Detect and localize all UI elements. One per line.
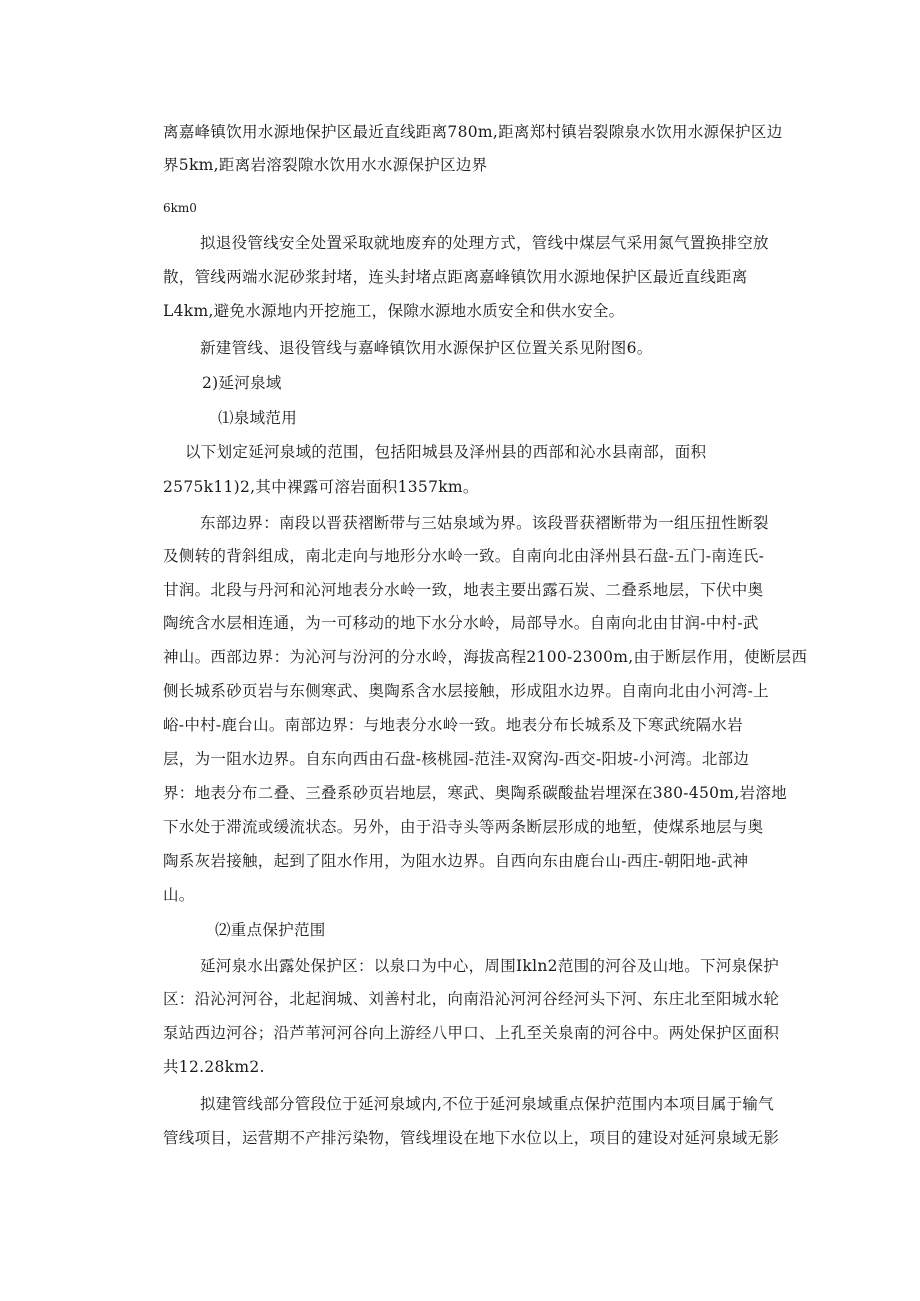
paragraph-line: L4km,避免水源地内开挖施工，保隙水源地水质安全和供水安全。 — [163, 302, 625, 320]
paragraph-line: 山。 — [163, 886, 195, 904]
paragraph-line: 侧长城系砂页岩与东侧寒武、奥陶系含水层接触，形成阻水边界。自南向北由小河湾-上 — [163, 682, 769, 700]
paragraph-line: 陶统含水层相连通，为一可移动的地下水分水岭，局部导水。自南向北由甘润-中村-武 — [163, 614, 759, 632]
paragraph-line: 东部边界：南段以晋获褶断带与三姑泉域为界。该段晋获褶断带为一组压扭性断裂 — [200, 514, 769, 532]
paragraph-line: 拟建管线部分管段位于延河泉域内,不位于延河泉域重点保护范围内本项目属于输气 — [200, 1095, 775, 1113]
paragraph-line: 及侧转的背斜组成，南北走向与地形分水岭一致。自南向北由泽州县石盘-五门-南连氏- — [163, 547, 765, 565]
paragraph-line: 6km0 — [163, 201, 197, 215]
paragraph-line: 离嘉峰镇饮用水源地保护区最近直线距离780m,距离郑村镇岩裂隙泉水饮用水源保护区边 — [163, 123, 783, 141]
paragraph-line: 界5km,距离岩溶裂隙水饮用水水源保护区边界 — [163, 156, 488, 174]
paragraph-line: 延河泉水出露处保护区：以泉口为中心，周围Ikln2范围的河谷及山地。下河泉保护 — [200, 957, 780, 975]
paragraph-line: 管线项目，运营期不产排污染物，管线埋设在地下水位以上，项目的建设对延河泉域无影 — [163, 1129, 780, 1147]
paragraph-line: 界：地表分布二叠、三叠系砂页岩地层，寒武、奥陶系碳酸盐岩埋深在380-450m,岩溶地 — [163, 784, 787, 802]
paragraph-line: 2575k11)2,其中裸露可溶岩面积1357km。 — [163, 478, 479, 496]
paragraph-line: 峪-中村-鹿台山。南部边界：与地表分水岭一致。地表分布长城系及下寒武统隔水岩 — [163, 716, 743, 734]
paragraph-line: 陶系灰岩接触，起到了阻水作用，为阻水边界。自西向东由鹿台山-西庄-朝阳地-武神 — [163, 852, 749, 870]
paragraph-line: 新建管线、退役管线与嘉峰镇饮用水源保护区位置关系见附图6。 — [200, 339, 653, 357]
paragraph-line: 以下划定延河泉域的范围，包括阳城县及泽州县的西部和沁水县南部，面积 — [185, 443, 707, 461]
subsection-heading: ⑵重点保护范围 — [215, 921, 326, 939]
section-heading: 2)延河泉域 — [202, 374, 282, 392]
paragraph-line: 区：沿沁河河谷，北起润城、刘善村北，向南沿沁河河谷经河头下河、东庄北至阳城水轮 — [163, 990, 780, 1008]
paragraph-line: 共12.28km2. — [163, 1058, 265, 1076]
paragraph-line: 泵站西边河谷；沿芦苇河河谷向上游经八甲口、上孔至关泉南的河谷中。两处保护区面积 — [163, 1024, 780, 1042]
paragraph-line: 散，管线两端水泥砂浆封堵，连头封堵点距离嘉峰镇饮用水源地保护区最近直线距离 — [163, 268, 748, 286]
paragraph-line: 神山。西部边界：为沁河与汾河的分水岭，海拔高程2100-2300m,由于断层作用，使断层西 — [163, 648, 808, 666]
paragraph-line: 甘润。北段与丹河和沁河地表分水岭一致，地表主要出露石炭、二叠系地层，下伏中奥 — [163, 581, 764, 599]
paragraph-line: 拟退役管线安全处置采取就地废弃的处理方式，管线中煤层气采用氮气置换排空放 — [200, 234, 769, 252]
subsection-heading: ⑴泉域范用 — [218, 409, 298, 427]
paragraph-line: 下水处于滞流或缓流状态。另外，由于沿寺头等两条断层形成的地堑，使煤系地层与奥 — [163, 818, 764, 836]
paragraph-line: 层，为一阻水边界。自东向西由石盘-核桃园-范洼-双窝沟-西交-阳坡-小河湾。北部边 — [163, 750, 750, 768]
